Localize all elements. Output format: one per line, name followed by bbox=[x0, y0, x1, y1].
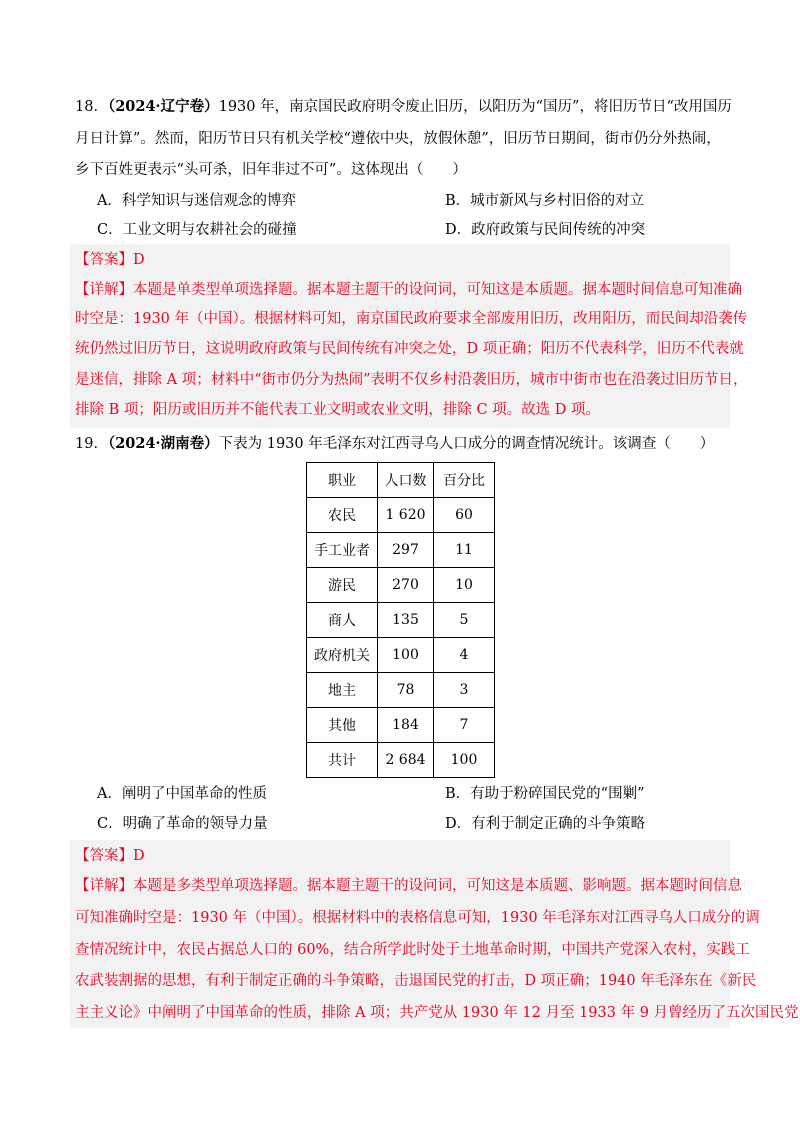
table-row bbox=[307, 743, 495, 778]
table-cell: 135 bbox=[378, 603, 434, 638]
q18-explain-1: 【详解】本题是单类型单项选择题。据本题主题干的设问词，可知这是本质题。据本题时间信息可知准确 bbox=[75, 282, 742, 298]
q18-explain-3: 统仍然过旧历节日，这说明政府政策与民间传统有冲突之处，D 项正确；阳历不代表科学，旧历不代表就 bbox=[75, 341, 744, 357]
q19-explain-4: 农武装割据的思想，有利于制定正确的斗争策略，击退国民党的打击，D 项正确；1940 年毛泽东在《新民 bbox=[75, 973, 757, 989]
table-header-cell: 职业 bbox=[307, 463, 378, 498]
table-cell: 60 bbox=[434, 498, 495, 533]
table-cell: 78 bbox=[378, 673, 434, 708]
q19-stem: 下表为 1930 年毛泽东对江西寻乌人口成分的调查情况统计。该调查（ ） bbox=[218, 436, 715, 452]
q19-option-d: D．有利于制定正确的斗争策略 bbox=[445, 816, 646, 832]
q18-option-c: C．工业文明与农耕社会的碰撞 bbox=[97, 222, 297, 238]
table-row bbox=[307, 708, 495, 743]
q19-option-b: B．有助于粉碎国民党的“围剿” bbox=[445, 786, 645, 802]
q18-explain-2: 时空是：1930 年（中国）。根据材料可知，南京国民政府要求全部废用旧历，改用阳历，而民间却沿袭传 bbox=[75, 311, 748, 327]
q18-answer-label: 【答案】 bbox=[75, 252, 133, 268]
table-cell: 共计 bbox=[307, 743, 378, 778]
table-cell: 3 bbox=[434, 673, 495, 708]
table-cell: 5 bbox=[434, 603, 495, 638]
q18-stem-1: 1930 年，南京国民政府明令废止旧历，以阳历为“国历”，将旧历节日“改用国历 bbox=[218, 99, 732, 115]
table-cell: 100 bbox=[434, 743, 495, 778]
table-cell: 其他 bbox=[307, 708, 378, 743]
table-cell: 手工业者 bbox=[307, 533, 378, 568]
q18-option-b: B．城市新风与乡村旧俗的对立 bbox=[445, 193, 645, 209]
census-table bbox=[306, 462, 495, 778]
table-cell: 地主 bbox=[307, 673, 378, 708]
table-cell: 商人 bbox=[307, 603, 378, 638]
q19-explain-5: 主主义论》中阐明了中国革命的性质，排除 A 项；共产党从 1930 年 12 月至 1933 年 9 月曾经历了五次国民党 bbox=[75, 1005, 799, 1021]
table-cell: 7 bbox=[434, 708, 495, 743]
q18-source: （2024·辽宁卷） bbox=[107, 98, 219, 115]
table-cell: 100 bbox=[378, 638, 434, 673]
table-cell: 4 bbox=[434, 638, 495, 673]
table-row bbox=[307, 533, 495, 568]
table-cell: 297 bbox=[378, 533, 434, 568]
q19-explain-2: 可知准确时空是：1930 年（中国）。根据材料中的表格信息可知，1930 年毛泽东对江西寻乌人口成分的调 bbox=[75, 910, 760, 926]
q18-option-d: D．政府政策与民间传统的冲突 bbox=[445, 222, 646, 238]
q19-option-a: A．阐明了中国革命的性质 bbox=[97, 786, 267, 802]
q19-explain-label: 【详解】 bbox=[75, 878, 133, 894]
q19-line-1 bbox=[75, 434, 714, 454]
q18-answer-block bbox=[70, 244, 748, 428]
table-cell: 1 620 bbox=[378, 498, 434, 533]
table-header-cell: 百分比 bbox=[434, 463, 495, 498]
table-cell: 11 bbox=[434, 533, 495, 568]
table-cell: 184 bbox=[378, 708, 434, 743]
q19-answer-block bbox=[70, 840, 799, 1028]
table-header-row bbox=[307, 463, 495, 498]
table-cell: 270 bbox=[378, 568, 434, 603]
q19-explain-3: 查情况统计中，农民占据总人口的 60%，结合所学此时处于土地革命时期，中国共产党深入农村，实践工 bbox=[75, 942, 750, 958]
q19-answer-value: D bbox=[133, 848, 145, 864]
q18-explain-label: 【详解】 bbox=[75, 282, 133, 298]
table-row bbox=[307, 603, 495, 638]
table-cell: 游民 bbox=[307, 568, 378, 603]
q18-explain-4: 是迷信，排除 A 项；材料中“街市仍分为热闹”表明不仅乡村沿袭旧历，城市中街市也在沿袭过旧历节日， bbox=[75, 372, 748, 388]
q19-source: （2024·湖南卷） bbox=[107, 435, 219, 452]
table-cell: 农民 bbox=[307, 498, 378, 533]
table-row bbox=[307, 568, 495, 603]
q18-answer-value: D bbox=[133, 252, 145, 268]
q19-explain-1: 【详解】本题是多类型单项选择题。据本题主题干的设问词，可知这是本质题、影响题。据本题时间信息 bbox=[75, 878, 742, 894]
q19-number: 19． bbox=[75, 436, 108, 452]
table-header-cell: 人口数 bbox=[378, 463, 434, 498]
table-row bbox=[307, 638, 495, 673]
table-row bbox=[307, 498, 495, 533]
q18-number: 18． bbox=[75, 99, 108, 115]
table-cell: 2 684 bbox=[378, 743, 434, 778]
table-cell: 10 bbox=[434, 568, 495, 603]
q18-line-3: 乡下百姓更表示“头可杀，旧年非过不可”。这体现出（ ） bbox=[75, 162, 467, 178]
q18-line-2: 月日计算”。然而，阳历节日只有机关学校“遵依中央，放假休憩”，旧历节日期间，街市仍分外热闹， bbox=[75, 131, 721, 147]
q18-line-1 bbox=[75, 97, 732, 117]
q19-option-c: C．明确了革命的领导力量 bbox=[97, 816, 268, 832]
q19-answer-label: 【答案】 bbox=[75, 848, 133, 864]
q19-answer bbox=[75, 846, 145, 866]
q18-explain-5: 排除 B 项；阳历或旧历并不能代表工业文明或农业文明，排除 C 项。故选 D 项。 bbox=[75, 402, 601, 418]
q18-option-a: A．科学知识与迷信观念的博弈 bbox=[97, 193, 296, 209]
table-row bbox=[307, 673, 495, 708]
table-cell: 政府机关 bbox=[307, 638, 378, 673]
q18-answer bbox=[75, 250, 145, 270]
